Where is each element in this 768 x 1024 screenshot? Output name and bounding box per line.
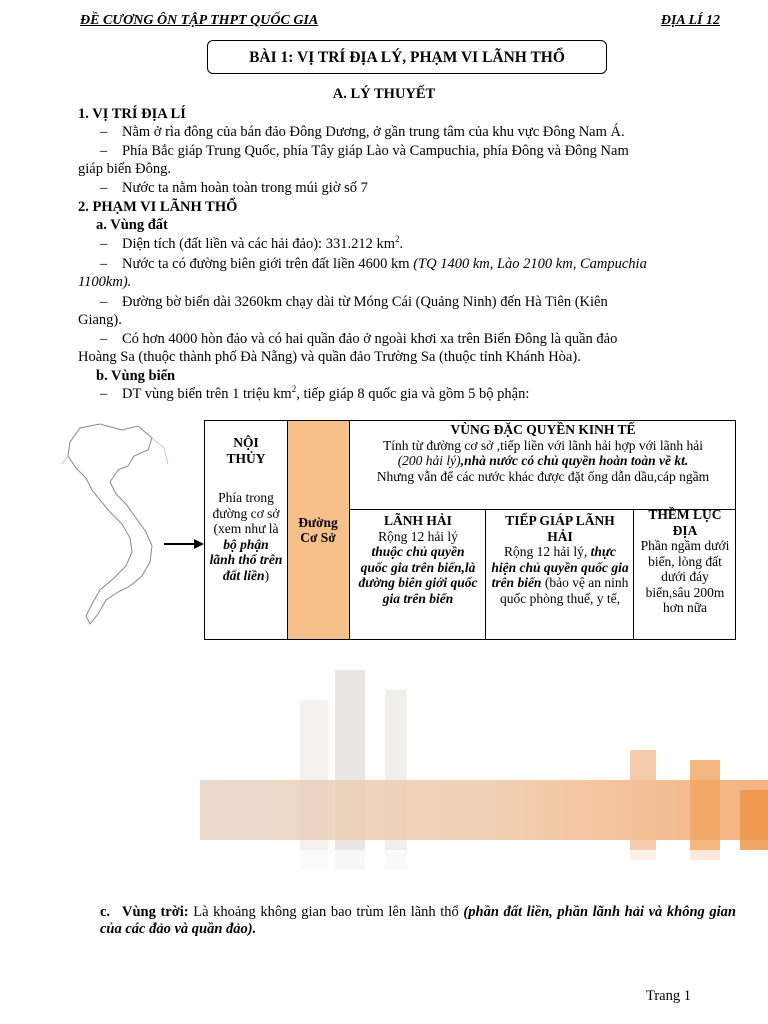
territorial-sea-cell: [351, 513, 485, 606]
coast-line: – Đường bờ biển dài 3260km chạy dài từ Móng Cái (Quảng Ninh) đến Hà Tiên (Kiên: [100, 294, 608, 310]
sub-b-heading: b. Vùng biển: [96, 368, 176, 384]
eez-cell: [351, 422, 735, 484]
eez-line-1: Tính từ đường cơ sở ,tiếp liền với lãnh hải hợp với lãnh hải: [383, 437, 703, 453]
baseline-label: Đường Cơ Sở: [298, 514, 338, 545]
sub-a-heading: a. Vùng đất: [96, 217, 168, 233]
part2-heading: 2. PHẠM VI LÃNH THỔ: [78, 199, 238, 215]
islands-line-cont: Hoàng Sa (thuộc thành phố Đà Nẵng) và quần đảo Trường Sa (thuộc tỉnh Khánh Hòa).: [78, 349, 581, 365]
territorial-sea-title: LÃNH HẢI: [384, 513, 452, 528]
part1-heading: 1. VỊ TRÍ ĐỊA LÍ: [78, 106, 186, 122]
airspace-italic: (phần đất liền, phần lãnh hải và không gian của các đảo và quần đảo).: [100, 904, 736, 937]
area-line: – Diện tích (đất liền và các hải đảo): 331.212 $km^2$.: [100, 234, 404, 252]
internal-waters-cell: [205, 435, 287, 583]
part1-item-1: – Nằm ở rìa đông của bán đảo Đông Dương, ở gần trung tâm của khu vực Đông Nam Á.: [100, 124, 625, 140]
arrow-icon: [164, 538, 204, 550]
airspace-paragraph: c. Vùng trời: Là khoảng không gian bao trùm lên lãnh thổ (phần đất liền, phần lãnh hải và không gian của các đảo và quần đảo).: [100, 904, 736, 937]
continental-shelf-cell: [635, 507, 735, 616]
internal-waters-title: NỘI THỦY: [226, 435, 266, 466]
border-line: – Nước ta có đường biên giới trên đất liền 4600 km (TQ 1400 km, Lào 2100 km, Campuchia: [100, 256, 647, 272]
continental-shelf-desc: Phần ngầm dưới biển, lòng đất dưới đáy biển,sâu 200m hơn nữa: [640, 538, 730, 615]
eez-bold-italic: ,nhà nước có chủ quyền hoàn toàn về kt.: [460, 453, 689, 468]
eez-line-3: Nhưng vẫn để các nước khác được đặt ống dẫn dầu,cáp ngầm: [376, 468, 710, 484]
contiguous-zone-desc: thực hiện chủ quyền quốc gia trên biển: [491, 544, 629, 590]
maritime-zones-table: [204, 420, 736, 640]
part1-item-2-cont: giáp biển Đông.: [78, 161, 172, 177]
coast-line-cont: Giang).: [78, 312, 122, 328]
blurred-diagram-image: [200, 660, 768, 870]
eez-italic: (200 hải lý): [397, 453, 461, 468]
part1-item-2: – Phía Bắc giáp Trung Quốc, phía Tây giáp Lào và Campuchia, phía Đông và Đông Nam: [100, 143, 629, 159]
document-header-left: ĐỀ CƯƠNG ÔN TẬP THPT QUỐC GIA: [80, 13, 319, 28]
territorial-sea-desc: thuộc chủ quyền quốc gia trên biển,là đường biên giới quốc gia trên biển: [358, 544, 478, 606]
border-line-cont: 1100km).: [78, 274, 132, 290]
contiguous-zone-cell: TIẾP GIÁP LÃNH HẢI Rộng 12 hải lý, thực hiện chủ quyền quốc gia trên biển (bảo vệ an ninh quốc phòng thuế, y tế,: [491, 513, 629, 606]
sea-line: – DT vùng biển trên 1 triệu $km^2$, tiếp giáp 8 quốc gia và gồm 5 bộ phận:: [100, 384, 530, 402]
document-header-right: ĐỊA LÍ 12: [660, 13, 720, 28]
lesson-title-text: BÀI 1: VỊ TRÍ ĐỊA LÝ, PHẠM VI LÃNH THỔ: [249, 48, 565, 66]
part1-item-3: – Nước ta nằm hoàn toàn trong múi giờ số 7: [100, 180, 368, 196]
internal-waters-text: Phía trong đường cơ sở (xem như là bộ phận lãnh thổ trên đất liền): [209, 490, 283, 583]
contiguous-zone-title: TIẾP GIÁP LÃNH HẢI: [505, 513, 615, 544]
airspace-heading: Vùng trời:: [122, 904, 189, 920]
territorial-sea-width: Rộng 12 hải lý: [378, 528, 458, 544]
vietnam-map-image: [60, 420, 210, 640]
lesson-title: [207, 40, 607, 74]
page-number: Trang 1: [646, 988, 691, 1004]
baseline-cell: [287, 421, 349, 639]
section-a-heading: A. LÝ THUYẾT: [332, 86, 436, 102]
islands-line: – Có hơn 4000 hòn đảo và có hai quần đảo ở ngoài khơi xa trên Biển Đông là quần đảo: [100, 331, 618, 347]
eez-title: VÙNG ĐẶC QUYỀN KINH TẾ: [450, 422, 636, 437]
continental-shelf-title: THỀM LỤC ĐỊA: [648, 507, 722, 538]
